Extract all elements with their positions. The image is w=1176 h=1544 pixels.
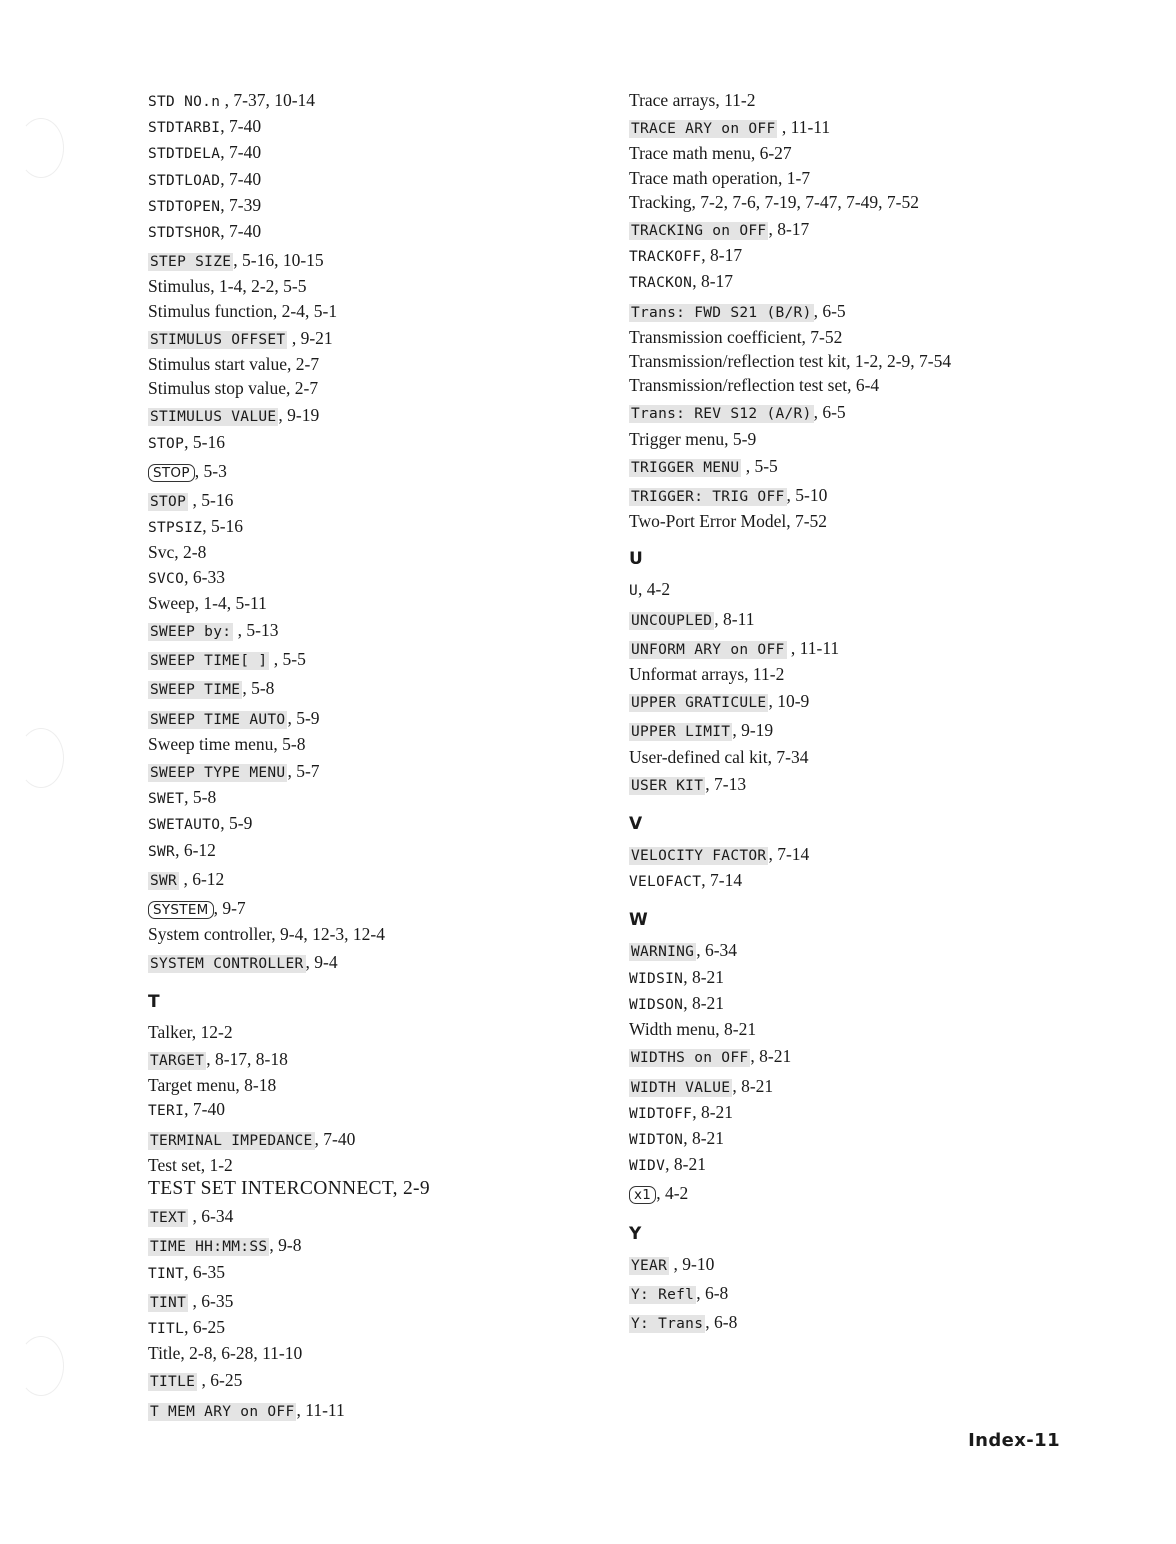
index-entry-sweep-type-menu [148, 759, 588, 785]
index-entry-two-port-error-model-7-52 [629, 509, 1149, 533]
softkey-label: TRACE ARY on OFF [631, 121, 776, 138]
index-entry-trigger-menu-5-9 [629, 427, 1149, 451]
index-entry-unformat-arrays-11-2 [629, 662, 1149, 686]
index-entry-stpsiz [148, 514, 588, 540]
index-entry-trace-math-menu-6-27 [629, 141, 1149, 165]
index-entry-std-no-n [148, 88, 588, 114]
page-references: , 5-5 [269, 649, 306, 670]
page-references: , 4-2 [638, 579, 671, 600]
command-mnemonic: SWR [148, 843, 176, 860]
index-entry-text: Trace math menu, 6-27 [629, 143, 792, 164]
index-entry-sweep-time [148, 676, 588, 702]
page-references: , 6-12 [175, 839, 216, 860]
page-references: , 5-8 [184, 787, 217, 808]
softkey-label: TRACKING on OFF [631, 223, 767, 240]
command-mnemonic: STOP [148, 435, 185, 452]
index-entry-stdtdela [148, 140, 588, 166]
page-references: , 5-16 [184, 431, 225, 452]
page-references: , 11-11 [296, 1399, 345, 1420]
binder-hole-top [18, 118, 64, 178]
index-entry-test-set-interconnect-2-9 [148, 1177, 588, 1201]
command-mnemonic: STPSIZ [148, 520, 203, 537]
index-entry-tint [148, 1289, 588, 1315]
softkey-label: SWEEP TIME [150, 682, 241, 699]
index-entry-sweep-time [148, 647, 588, 673]
index-entry-transmission-coefficient-7-52 [629, 325, 1149, 349]
softkey-label: WIDTH VALUE [631, 1079, 731, 1096]
softkey-label: VELOCITY FACTOR [631, 848, 767, 865]
softkey-label: TRIGGER: TRIG OFF [631, 489, 785, 506]
index-entry-target-menu-8-18 [148, 1073, 588, 1097]
index-entry-trace-ary-on-off [629, 115, 1149, 141]
index-entry-text: Stimulus function, 2-4, 5-1 [148, 300, 338, 321]
index-entry-stop [148, 459, 588, 485]
index-entry-stop [148, 430, 588, 456]
softkey-label: TRIGGER MENU [631, 459, 740, 476]
command-mnemonic: U [629, 583, 639, 600]
index-entry-text: Stimulus start value, 2-7 [148, 354, 320, 375]
index-entry-text: System controller, 9-4, 12-3, 12-4 [148, 924, 385, 945]
command-mnemonic: SWETAUTO [148, 817, 221, 834]
page-references: , 8-21 [732, 1075, 774, 1096]
page-references: , 5-7 [287, 761, 320, 782]
softkey-label: T MEM ARY on OFF [150, 1403, 295, 1420]
command-mnemonic: STDTSHOR [148, 225, 221, 242]
command-mnemonic: TITL [148, 1320, 185, 1337]
page-references: , 7-39 [220, 194, 262, 215]
index-entry-width-menu-8-21 [629, 1017, 1149, 1041]
page-references: , 9-19 [278, 405, 320, 426]
softkey-label: UNCOUPLED [631, 612, 713, 629]
index-entry-trackoff [629, 243, 1149, 269]
softkey-label: WIDTHS on OFF [631, 1050, 749, 1067]
index-entry-swr [148, 838, 588, 864]
index-entry-stimulus-value [148, 403, 588, 429]
index-entry-stimulus-offset [148, 326, 588, 352]
command-mnemonic: WIDTON [629, 1131, 684, 1148]
index-entry-talker-12-2 [148, 1020, 588, 1044]
index-entry-sweep-time-auto [148, 706, 588, 732]
page-references: , 8-21 [683, 966, 725, 987]
index-entry-text: Two-Port Error Model, 7-52 [629, 511, 828, 532]
hardkey-label: SYSTEM [148, 901, 214, 919]
command-mnemonic: TINT [148, 1265, 185, 1282]
softkey-label: SWR [150, 872, 178, 889]
index-entry-stimulus-1-4-2-2-5-5 [148, 274, 588, 298]
index-entry-stimulus-function-2-4-5-1 [148, 299, 588, 323]
hardkey-label: x1 [629, 1186, 656, 1204]
page-references: , 6-8 [696, 1282, 729, 1303]
page-references: , 8-17 [692, 271, 734, 292]
index-entry-widson [629, 991, 1149, 1017]
index-entry-text: Tracking, 7-2, 7-6, 7-19, 7-47, 7-49, 7-52 [629, 191, 920, 212]
index-entry-text: Test set, 1-2 [148, 1154, 233, 1175]
softkey-label: Trans: FWD S21 (B/R) [631, 304, 812, 321]
index-entry-stimulus-stop-value-2-7 [148, 376, 588, 400]
softkey-label: TINT [150, 1294, 187, 1311]
softkey-label: Trans: REV S12 (A/R) [631, 406, 812, 423]
index-entry-upper-graticule [629, 689, 1149, 715]
page-references: , 8-17, 8-18 [206, 1048, 288, 1069]
page-references: , 7-14 [768, 844, 810, 865]
index-entry-tint [148, 1260, 588, 1286]
index-entry-transmission-reflection-test-set-6-4 [629, 373, 1149, 397]
index-entry-trans-rev-s12-a-r [629, 400, 1149, 426]
page-references: , 6-34 [696, 940, 738, 961]
page-references: , 5-5 [741, 455, 778, 476]
page-references: , 5-13 [233, 620, 279, 641]
index-entry-widtoff [629, 1100, 1149, 1126]
index-entry-velocity-factor [629, 842, 1149, 868]
page-references: , 6-25 [197, 1370, 243, 1391]
index-entry-stdtopen [148, 193, 588, 219]
page-references: , 8-21 [665, 1154, 706, 1175]
page-references: , 9-7 [213, 898, 246, 919]
softkey-label: Y: Trans [631, 1315, 704, 1332]
section-letter-v: V [629, 814, 643, 835]
page-references: , 7-40 [220, 116, 262, 137]
softkey-label: UPPER LIMIT [631, 724, 731, 741]
page-references: , 6-35 [184, 1261, 225, 1282]
index-entry-uncoupled [629, 607, 1149, 633]
softkey-label: STIMULUS VALUE [150, 409, 277, 426]
section-letter-u: U [629, 549, 643, 570]
index-entry-swr [148, 867, 588, 893]
hardkey-label: STOP [148, 464, 195, 482]
softkey-label: TARGET [150, 1052, 205, 1069]
index-entry-trigger-trig-off [629, 483, 1149, 509]
page-references: , 5-16 [202, 516, 244, 537]
index-entry-text: Talker, 12-2 [148, 1021, 233, 1042]
index-entry-stdtshor [148, 219, 588, 245]
index-entry-title-2-8-6-28-11-10 [148, 1341, 588, 1365]
index-entry-warning [629, 938, 1149, 964]
softkey-label: TITLE [150, 1374, 196, 1391]
index-entry-titl [148, 1315, 588, 1341]
index-entry-u [629, 577, 1149, 603]
page-references: , 7-13 [705, 773, 747, 794]
index-entry-trace-arrays-11-2 [629, 88, 1149, 112]
index-entry-system-controller-9-4-12-3-12-4 [148, 922, 588, 946]
index-column-left [148, 88, 588, 1424]
index-entry-text: Svc, 2-8 [148, 542, 207, 563]
command-mnemonic: STDTLOAD [148, 172, 221, 189]
softkey-label: STOP [150, 494, 187, 511]
softkey-label: TERMINAL IMPEDANCE [150, 1132, 313, 1149]
index-column-right [629, 88, 1149, 1336]
command-mnemonic: WIDV [629, 1158, 666, 1175]
index-entry-text: Width menu, 8-21 [629, 1019, 757, 1040]
softkey-label: Y: Refl [631, 1286, 695, 1303]
index-entry-test-set-1-2 [148, 1153, 588, 1177]
softkey-label: UPPER GRATICULE [631, 695, 767, 712]
index-entry-text [148, 1204, 588, 1230]
page-references: , 7-40 [184, 1099, 225, 1120]
index-entry-widsin [629, 965, 1149, 991]
binder-hole-bottom [18, 1336, 64, 1396]
command-mnemonic: SWET [148, 791, 185, 808]
index-entry-text: Transmission/reflection test kit, 1-2, 2-9, 7-54 [629, 351, 952, 372]
index-entry-tracking-on-off [629, 217, 1149, 243]
page-references: , 7-40 [220, 142, 262, 163]
softkey-label: TIME HH:MM:SS [150, 1239, 268, 1256]
index-entry-text: User-defined cal kit, 7-34 [629, 746, 809, 767]
page-references: , 9-4 [305, 951, 338, 972]
softkey-label: WARNING [631, 944, 695, 961]
page-references: , 9-10 [669, 1253, 715, 1274]
page-references: , 5-16 [188, 490, 234, 511]
index-entry-text: Trace arrays, 11-2 [629, 90, 756, 110]
index-entry-text: Sweep time menu, 5-8 [148, 733, 306, 754]
index-entry-y-refl [629, 1281, 1149, 1307]
page-references: , 9-8 [269, 1235, 302, 1256]
index-entry-terminal-impedance [148, 1127, 588, 1153]
command-mnemonic: WIDSIN [629, 970, 684, 987]
index-entry-sweep-time-menu-5-8 [148, 732, 588, 756]
command-mnemonic: TRACKON [629, 275, 693, 292]
index-entry-swetauto [148, 811, 588, 837]
index-entry-widton [629, 1126, 1149, 1152]
index-entry-text: Target menu, 8-18 [148, 1075, 277, 1096]
page-references: , 8-21 [683, 1127, 725, 1148]
page-references: , 11-11 [777, 117, 831, 138]
softkey-label: SWEEP TYPE MENU [150, 765, 286, 782]
page-references: , 8-21 [692, 1101, 734, 1122]
index-entry-sweep-1-4-5-11 [148, 591, 588, 615]
page-references: , 9-19 [732, 720, 774, 741]
page-references: , 11-11 [786, 637, 840, 658]
page-references: , 5-9 [287, 707, 320, 728]
command-mnemonic: STDTDELA [148, 146, 221, 163]
page-references: , 8-21 [750, 1046, 792, 1067]
page-references: , 8-17 [768, 219, 810, 240]
index-entry-teri [148, 1097, 588, 1123]
index-entry-year [629, 1252, 1149, 1278]
page-references: , 5-16, 10-15 [233, 250, 324, 271]
page-references: , 6-12 [179, 868, 225, 889]
command-mnemonic: SVCO [148, 570, 185, 587]
index-entry-stop [148, 488, 588, 514]
softkey-label: STIMULUS OFFSET [150, 331, 286, 348]
index-entry-upper-limit [629, 718, 1149, 744]
softkey-label: USER KIT [631, 777, 704, 794]
index-entry-svco [148, 565, 588, 591]
index-entry-x1 [629, 1181, 1149, 1207]
index-entry-unform-ary-on-off [629, 636, 1149, 662]
index-entry-text: Transmission coefficient, 7-52 [629, 326, 843, 347]
page-references: , 7-40 [314, 1128, 356, 1149]
page-references: , 6-34 [188, 1206, 234, 1227]
index-entry-system [148, 896, 588, 922]
section-letter-y: Y [629, 1223, 642, 1244]
index-entry-text: Sweep, 1-4, 5-11 [148, 592, 267, 613]
index-entry-swet [148, 785, 588, 811]
page-references: , 10-9 [768, 691, 810, 712]
index-entry-system-controller [148, 950, 588, 976]
page-references: , 6-8 [705, 1311, 738, 1332]
index-entry-trigger-menu [629, 454, 1149, 480]
page-references: , 4-2 [656, 1183, 689, 1204]
page-references: , 7-40 [220, 221, 262, 242]
page-references: , 7-40 [220, 168, 262, 189]
softkey-label: TEXT [150, 1210, 187, 1227]
command-mnemonic: TERI [148, 1103, 185, 1120]
index-entry-stdtload [148, 167, 588, 193]
page-references: , 8-11 [714, 608, 755, 629]
index-entry-text: TEST SET INTERCONNECT, 2-9 [148, 1177, 430, 1199]
index-entry-tracking-7-2-7-6-7-19-7-47-7-49-7-52 [629, 190, 1149, 214]
softkey-label: SWEEP by: [150, 624, 232, 641]
index-entry-time-hh-mm-ss [148, 1233, 588, 1259]
softkey-label: SYSTEM CONTROLLER [150, 955, 304, 972]
page-references: , 5-8 [242, 678, 275, 699]
command-mnemonic: WIDTOFF [629, 1105, 693, 1122]
page-references: , 5-10 [786, 485, 828, 506]
index-entry-svc-2-8 [148, 540, 588, 564]
index-entry-step-size [148, 248, 588, 274]
command-mnemonic: VELOFACT [629, 874, 702, 891]
command-mnemonic: STDTOPEN [148, 198, 221, 215]
softkey-label: UNFORM ARY on OFF [631, 641, 785, 658]
index-entry-widv [629, 1152, 1149, 1178]
command-mnemonic: TRACKOFF [629, 249, 702, 266]
softkey-label: SWEEP TIME[ ] [150, 653, 268, 670]
index-entry-widths-on-off [629, 1044, 1149, 1070]
index-entry-text: Stimulus, 1-4, 2-2, 5-5 [148, 276, 307, 297]
softkey-label: YEAR [631, 1257, 668, 1274]
page-references: , 6-33 [184, 566, 225, 587]
index-entry-text: Unformat arrays, 11-2 [629, 664, 785, 685]
page-references: , 6-25 [184, 1316, 225, 1337]
softkey-label: STEP SIZE [150, 254, 232, 271]
index-entry-stimulus-start-value-2-7 [148, 352, 588, 376]
index-entry-text: Trace math operation, 1-7 [629, 167, 811, 188]
page-references: , 5-3 [194, 460, 227, 481]
section-letter-t: T [148, 991, 160, 1012]
command-mnemonic: STDTARBI [148, 120, 221, 137]
page-references: , 9-21 [287, 327, 333, 348]
page-references: , 7-37, 10-14 [220, 90, 316, 110]
index-entry-stdtarbi [148, 114, 588, 140]
index-entry-sweep-by [148, 618, 588, 644]
section-letter-w: W [629, 910, 648, 931]
index-entry-velofact [629, 868, 1149, 894]
page-references: , 6-5 [813, 300, 846, 321]
index-entry-target [148, 1047, 588, 1073]
index-entry-trans-fwd-s21-b-r [629, 299, 1149, 325]
binder-hole-middle [18, 728, 64, 788]
page-references: , 7-14 [701, 870, 743, 891]
index-entry-text: Title, 2-8, 6-28, 11-10 [148, 1343, 303, 1364]
page-number: Index-11 [968, 1430, 1060, 1451]
page-references: , 8-17 [701, 245, 743, 266]
index-entry-y-trans [629, 1310, 1149, 1336]
index-entry-width-value [629, 1074, 1149, 1100]
page-references: , 6-5 [813, 402, 846, 423]
index-entry-text: Transmission/reflection test set, 6-4 [629, 375, 880, 396]
index-entry-trace-math-operation-1-7 [629, 166, 1149, 190]
index-entry-title [148, 1368, 588, 1394]
index-entry-transmission-reflection-test-kit-1-2-2-9-7-54 [629, 349, 1149, 373]
index-entry-text: Trigger menu, 5-9 [629, 428, 757, 449]
command-mnemonic: WIDSON [629, 996, 684, 1013]
page-references: , 5-9 [220, 813, 253, 834]
page-references: , 6-35 [188, 1290, 234, 1311]
page-references: , 8-21 [683, 992, 725, 1013]
softkey-label: SWEEP TIME AUTO [150, 711, 286, 728]
index-entry-trackon [629, 269, 1149, 295]
index-entry-text: Stimulus stop value, 2-7 [148, 378, 319, 399]
index-entry-user-defined-cal-kit-7-34 [629, 745, 1149, 769]
index-entry-t-mem-ary-on-off [148, 1398, 588, 1424]
command-mnemonic: STD NO.n [148, 94, 221, 110]
index-entry-user-kit [629, 772, 1149, 798]
